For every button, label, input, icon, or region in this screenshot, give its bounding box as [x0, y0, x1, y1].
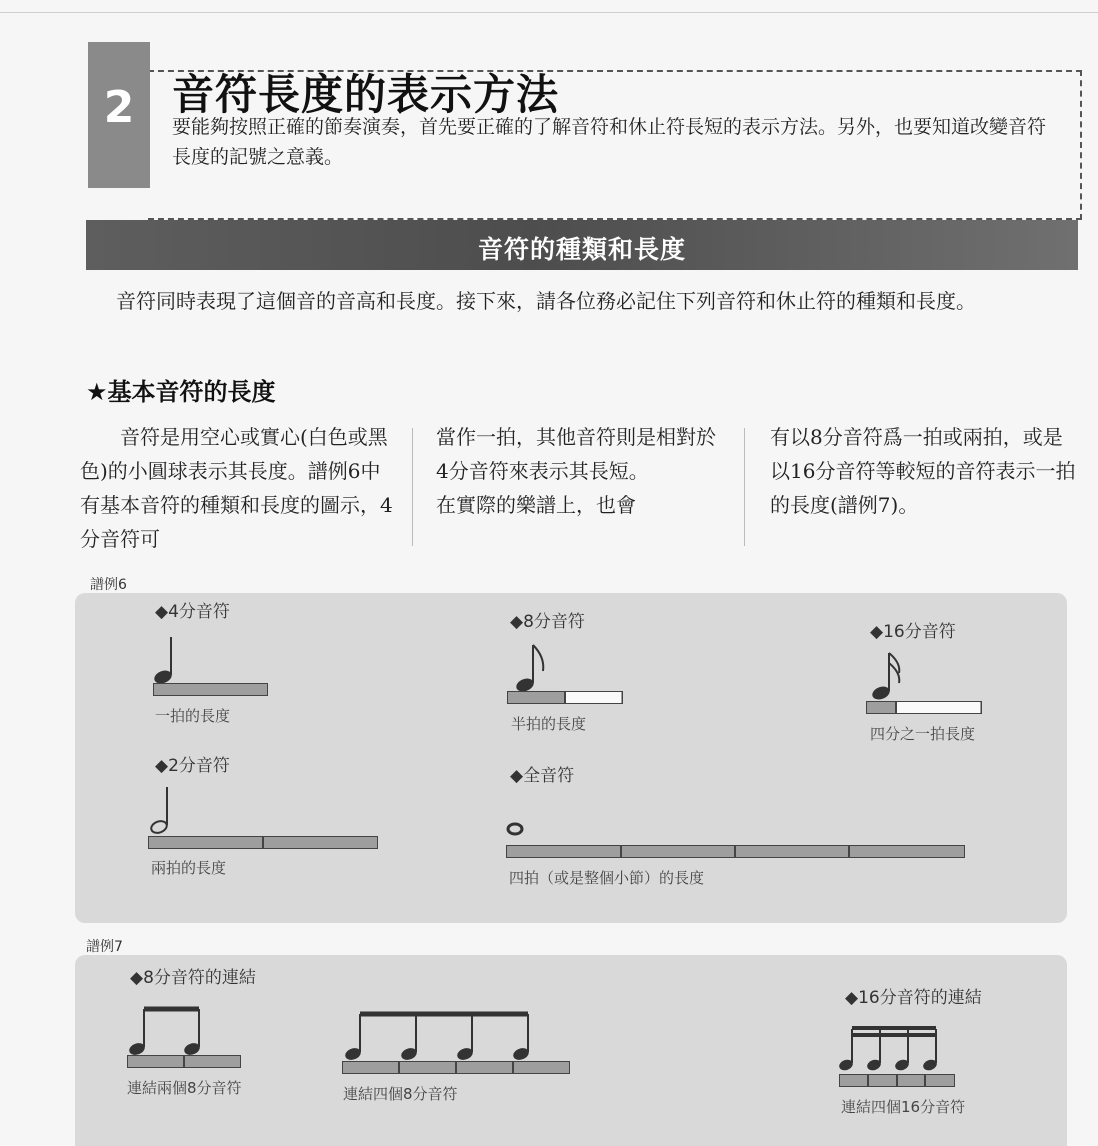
column-divider: [744, 428, 745, 546]
whole-length-bar: [506, 845, 965, 858]
sixteenth-note-title: ◆16分音符: [870, 622, 956, 642]
section-number-box: [88, 42, 150, 188]
four-sixteenths-bar: [839, 1074, 955, 1087]
quarter-note-title: ◆4分音符: [155, 602, 230, 622]
topic-banner: [86, 220, 1078, 270]
example7-label: 譜例7: [86, 939, 123, 955]
eighth-group-title: ◆8分音符的連結: [130, 968, 256, 988]
four-beamed-sixteenths-icon: [837, 1025, 947, 1073]
half-note-icon: [149, 785, 179, 837]
whole-note-caption: 四拍（或是整個小節）的長度: [509, 869, 705, 887]
quarter-length-bar: [153, 683, 268, 696]
half-note-title: ◆2分音符: [155, 756, 230, 776]
four-beamed-eighths-icon: [343, 1010, 533, 1060]
sixteenth-note-caption: 四分之一拍長度: [870, 725, 976, 743]
example6-label: 譜例6: [90, 577, 127, 593]
top-rule: [0, 12, 1098, 13]
half-length-bar: [148, 836, 378, 849]
body-column-2: 當作一拍，其他音符則是相對於4分音符來表示其長短。 在實際的樂譜上，也會: [436, 425, 716, 517]
eighth-length-bar: [507, 691, 623, 704]
section-number: 2: [103, 82, 135, 133]
body-column-3: 有以8分音符爲一拍或兩拍，或是以16分音符等較短的音符表示一拍的長度(譜例7)。: [770, 425, 1076, 517]
four-eighths-caption: 連結四個8分音符: [343, 1085, 458, 1103]
eighth-note-title: ◆8分音符: [510, 612, 585, 632]
sixteenth-note-icon: [871, 651, 905, 701]
banner-title: 音符的種類和長度: [477, 235, 686, 264]
two-beamed-eighths-icon: [127, 1005, 207, 1055]
whole-note-icon: [507, 823, 527, 837]
section-description: 要能夠按照正確的節奏演奏，首先要正確的了解音符和休止符長短的表示方法。另外，也要知道改變音符長度的記號之意義。: [172, 116, 1047, 168]
column-divider: [412, 428, 413, 546]
two-eighths-bar: [127, 1055, 241, 1068]
subheading: ★基本音符的長度: [86, 378, 276, 406]
section-header: [88, 42, 1082, 220]
whole-note-title: ◆全音符: [510, 766, 575, 786]
example7-panel: [75, 955, 1067, 1146]
example6-panel: [75, 593, 1067, 923]
quarter-note-icon: [153, 635, 183, 685]
four-eighths-bar: [342, 1061, 570, 1074]
intro-paragraph: 音符同時表現了這個音的音高和長度。接下來，請各位務必記住下列音符和休止符的種類和長度。: [116, 289, 976, 313]
section-title: 音符長度的表示方法: [172, 70, 560, 119]
two-eighths-caption: 連結兩個8分音符: [127, 1079, 242, 1097]
half-note-caption: 兩拍的長度: [151, 859, 227, 877]
sixteenth-length-bar: [866, 701, 982, 714]
eighth-note-icon: [515, 643, 549, 693]
body-column-1: 音符是用空心或實心(白色或黑色)的小圓球表示其長度。譜例6中有基本音符的種類和長度的圖示，4分音符可: [80, 425, 393, 551]
eighth-note-caption: 半拍的長度: [511, 715, 587, 733]
four-sixteenths-caption: 連結四個16分音符: [841, 1098, 966, 1116]
quarter-note-caption: 一拍的長度: [155, 707, 231, 725]
sixteenth-group-title: ◆16分音符的連結: [845, 988, 982, 1008]
